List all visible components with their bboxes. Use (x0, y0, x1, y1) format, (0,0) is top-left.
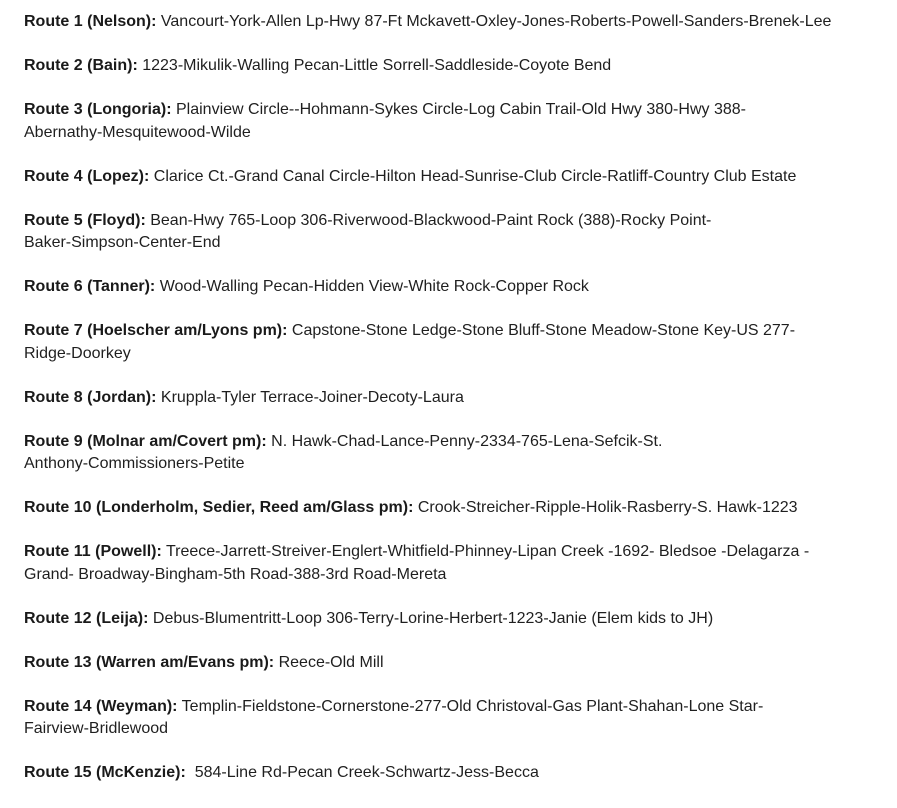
route-entry-6 (24, 276, 884, 299)
route-entry-11 (24, 541, 854, 586)
route-entry-15 (24, 762, 884, 785)
route-entry-5 (24, 210, 714, 255)
route-stops: Crook-Streicher-Ripple-Holik-Rasberry-S. Hawk-1223 (417, 499, 798, 516)
route-stops: Capstone-Stone Ledge-Stone Bluff-Stone Meadow-Stone Key-US 277-Ridge-Doorkey (24, 322, 796, 362)
route-name: Route 7 (Hoelscher am/Lyons pm): (24, 322, 288, 339)
route-stops: Debus-Blumentritt-Loop 306-Terry-Lorine-Herbert-1223-Janie (Elem kids to JH) (152, 609, 714, 627)
route-name: Route 12 (Leija): (24, 609, 149, 627)
route-entry-7 (24, 320, 814, 365)
route-stops: Templin-Fieldstone-Cornerstone-277-Old Christoval-Gas Plant-Shahan-Lone Star-Fairview-Bridlewood (24, 697, 764, 737)
route-entry-3 (24, 99, 764, 144)
route-stops: Kruppla-Tyler Terrace-Joiner-Decoty-Laura (160, 388, 464, 406)
route-list (24, 11, 884, 806)
route-stops: Vancourt-York-Allen Lp-Hwy 87-Ft Mckavett-Oxley-Jones-Roberts-Powell-Sanders-Brenek-Lee (160, 13, 832, 30)
route-entry-1 (24, 11, 884, 34)
route-name: Route 5 (Floyd): (24, 211, 146, 229)
route-name: Route 14 (Weyman): (24, 697, 178, 715)
route-name: Route 6 (Tanner): (24, 278, 156, 295)
route-stops: Wood-Walling Pecan-Hidden View-White Rock-Copper Rock (159, 278, 589, 295)
route-name: Route 9 (Molnar am/Covert pm): (24, 432, 267, 450)
route-stops: Reece-Old Mill (278, 653, 384, 671)
route-name: Route 8 (Jordan): (24, 388, 157, 406)
route-stops: 584-Line Rd-Pecan Creek-Schwartz-Jess-Becca (190, 764, 539, 781)
route-stops: Plainview Circle--Hohmann-Sykes Circle-Log Cabin Trail-Old Hwy 380-Hwy 388-Abernathy-Mesquitewood-Wilde (24, 101, 746, 141)
route-entry-10 (24, 497, 884, 520)
route-entry-12 (24, 608, 884, 631)
route-entry-9 (24, 431, 714, 476)
route-stops: Bean-Hwy 765-Loop 306-Riverwood-Blackwood-Paint Rock (388)-Rocky Point-Baker-Simpson-Center-End (24, 211, 712, 251)
route-name: Route 2 (Bain): (24, 57, 138, 74)
route-name: Route 13 (Warren am/Evans pm): (24, 653, 275, 671)
route-name: Route 1 (Nelson): (24, 13, 157, 30)
route-stops: Treece-Jarrett-Streiver-Englert-Whitfield-Phinney-Lipan Creek -1692- Bledsoe -Delagarza -Grand- Broadway-Bingham-5th Road-388-3rd Road-Mereta (24, 543, 810, 583)
route-name: Route 3 (Longoria): (24, 101, 172, 118)
route-entry-13 (24, 652, 884, 675)
route-name: Route 15 (McKenzie): (24, 764, 186, 781)
route-entry-2 (24, 55, 884, 78)
route-name: Route 10 (Londerholm, Sedier, Reed am/Glass pm): (24, 499, 414, 516)
route-entry-4 (24, 166, 884, 189)
route-stops: Clarice Ct.-Grand Canal Circle-Hilton Head-Sunrise-Club Circle-Ratliff-Country Club Estate (153, 167, 797, 185)
route-name: Route 4 (Lopez): (24, 167, 150, 185)
route-stops: 1223-Mikulik-Walling Pecan-Little Sorrell-Saddleside-Coyote Bend (142, 57, 612, 74)
route-stops: N. Hawk-Chad-Lance-Penny-2334-765-Lena-Sefcik-St. Anthony-Commissioners-Petite (24, 432, 663, 472)
route-name: Route 11 (Powell): (24, 543, 162, 560)
route-entry-8 (24, 387, 884, 410)
route-entry-14 (24, 696, 779, 741)
